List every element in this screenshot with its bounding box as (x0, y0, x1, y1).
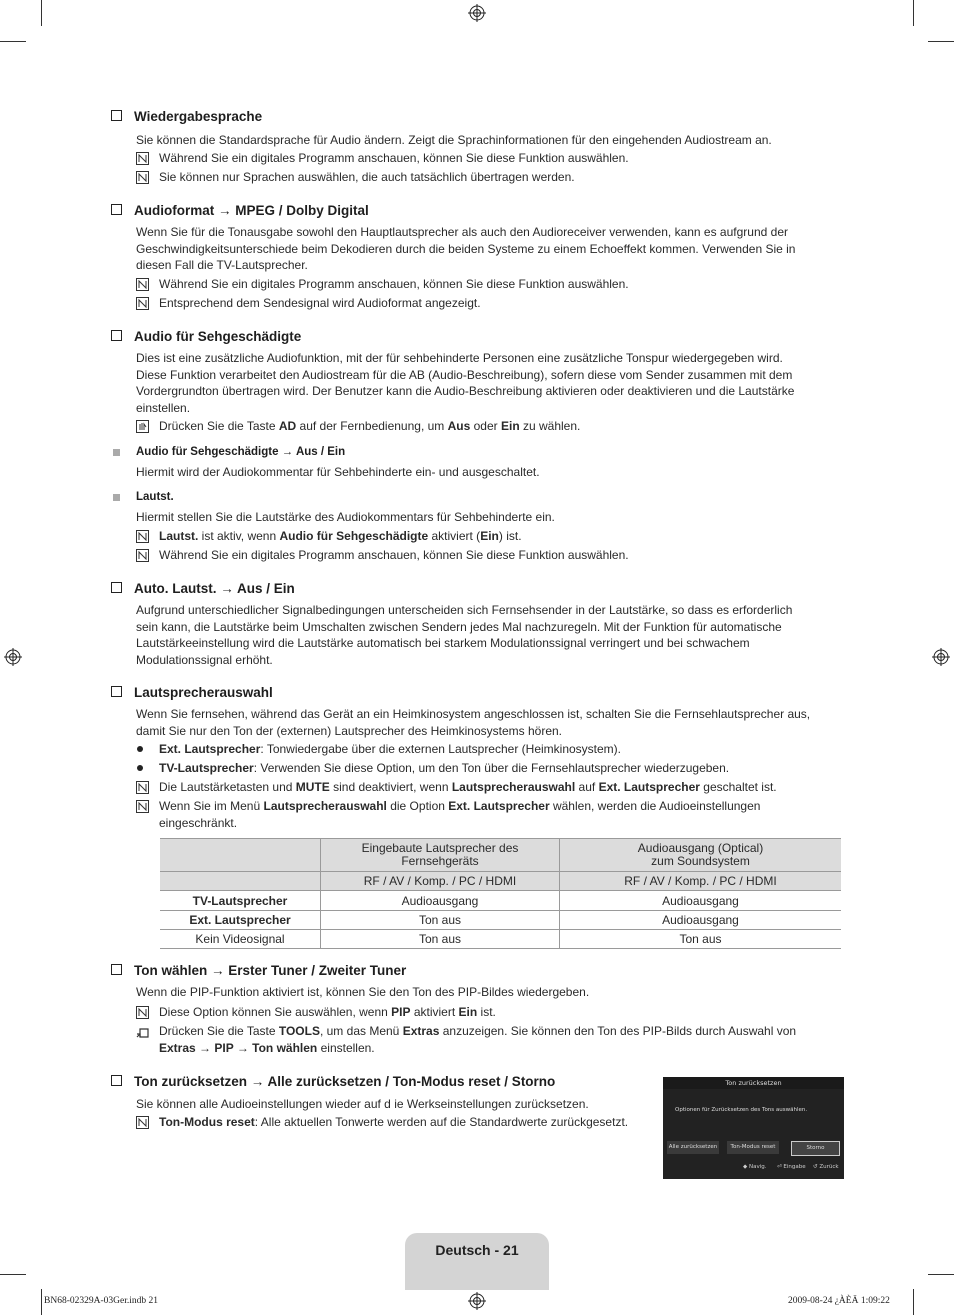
osd-return-hint: ↺ Zurück (813, 1164, 839, 1170)
footer-date: 2009-08-24 ¿ÀÈÄ 1:09:22 (788, 1296, 890, 1306)
paragraph: Dies ist eine zusätzliche Audiofunktion, mit der für sehbehinderte Personen eine zusätzliche Tonspur wiedergegeben wird. Diese Funktion verarbeitet den Audiostream für die AB (Audio-Beschreibung), sofern diese vom Sender zusammen mit dem Vordergrundton übertragen wird. Der Benutzer kann die Audio-Beschreibung aktivieren oder deaktivieren und die Lautstärke einstellen. (136, 351, 795, 415)
checkbox-bullet-icon (111, 686, 122, 697)
note-text: Während Sie ein digitales Programm anschauen, können Sie diese Funktion auswählen. (159, 277, 629, 291)
speaker-table (160, 838, 841, 949)
note-text: Wenn Sie im Menü Lautsprecherauswahl die Option Ext. Lautsprecher wählen, werden die Audioeinstellungen eingeschränkt. (159, 799, 761, 830)
note-text: Die Lautstärketasten und MUTE sind deaktiviert, wenn Lautsprecherauswahl auf Ext. Lautsprecher geschaltet ist. (159, 780, 777, 794)
paragraph: Sie können die Standardsprache für Audio ändern. Zeigt die Sprachinformationen für den eingehenden Audiostream an. (136, 133, 772, 147)
bullet-text: Ext. Lautsprecher: Tonwiedergabe über die externen Lautsprecher (Heimkinosystem). (159, 742, 622, 756)
osd-enter-hint: ⏎ Eingabe (777, 1164, 806, 1170)
table-header-cell: Audioausgang (Optical) zum Soundsystem (560, 839, 842, 872)
section-title-lautsprecherauswahl: Lautsprecherauswahl (111, 685, 273, 700)
crop-mark (913, 0, 914, 26)
remote-hand-icon (136, 420, 149, 433)
paragraph: Wenn Sie für die Tonausgabe sowohl den Hauptlautsprecher als auch den Audioreceiver verwenden, kann es aufgrund der Geschwindigkeitsunterschiede beim Dekodieren durch die beiden Systeme zu einem Echoeffekt kommen. Verwenden Sie in diesen Fall die TV-Lautsprecher. (136, 225, 796, 272)
crop-mark (928, 41, 954, 42)
note-icon (136, 1006, 149, 1019)
subsection-title: Lautst. (136, 491, 174, 503)
note-text: Lautst. ist aktiv, wenn Audio für Sehgeschädigte aktiviert (Ein) ist. (159, 529, 522, 543)
table-row (160, 891, 841, 911)
table-cell: Ton aus (321, 930, 560, 949)
checkbox-bullet-icon (111, 964, 122, 975)
osd-cancel-button[interactable]: Storno (791, 1141, 840, 1156)
osd-title: Ton zurücksetzen (663, 1077, 844, 1089)
table-header-cell: Eingebaute Lautsprecher des Fernsehgeräts (321, 839, 560, 872)
note-icon (136, 800, 149, 813)
registration-mark-icon (4, 648, 22, 666)
osd-reset-all-button[interactable]: Alle zurücksetzen (667, 1141, 719, 1154)
table-cell: RF / AV / Komp. / PC / HDMI (321, 872, 560, 891)
note-text: Sie können nur Sprachen auswählen, die auch tatsächlich übertragen werden. (159, 170, 575, 184)
note-text: Während Sie ein digitales Programm anschauen, können Sie diese Funktion auswählen. (159, 548, 629, 562)
note-text: Während Sie ein digitales Programm anschauen, können Sie diese Funktion auswählen. (159, 151, 629, 165)
section-title-auto-lautst: Auto. Lautst. → Aus / Ein (111, 581, 295, 596)
note-text: Diese Option können Sie auswählen, wenn PIP aktiviert Ein ist. (159, 1005, 496, 1019)
paragraph: Wenn die PIP-Funktion aktiviert ist, können Sie den Ton des PIP-Bildes wiedergeben. (136, 985, 590, 999)
section-title-ton-zuruecksetzen: Ton zurücksetzen → Alle zurücksetzen / Ton-Modus reset / Storno (111, 1074, 555, 1089)
osd-dialog-screenshot (663, 1077, 844, 1179)
paragraph: Sie können alle Audioeinstellungen wieder auf d ie Werkseinstellungen zurücksetzen. (136, 1097, 589, 1111)
section-title-wiedergabesprache: Wiedergabesprache (111, 109, 262, 124)
table-header-row (160, 839, 841, 872)
note-text: Ton-Modus reset: Alle aktuellen Tonwerte werden auf die Standardwerte zurückgesetzt. (159, 1115, 629, 1129)
footer-file-info: BN68-02329A-03Ger.indb 21 (44, 1296, 158, 1306)
table-cell: Kein Videosignal (160, 930, 321, 949)
crop-mark (928, 1274, 954, 1275)
table-subheader-row (160, 872, 841, 891)
note-icon (136, 530, 149, 543)
note-icon (136, 297, 149, 310)
note-icon (136, 152, 149, 165)
note-text: Drücken Sie die Taste AD auf der Fernbedienung, um Aus oder Ein zu wählen. (159, 419, 581, 433)
osd-nav-hint: ◆ Navig. (743, 1164, 767, 1170)
checkbox-bullet-icon (111, 204, 122, 215)
table-row (160, 930, 841, 949)
table-row (160, 911, 841, 930)
subsection-title: Audio für Sehgeschädigte → Aus / Ein (136, 446, 346, 458)
checkbox-bullet-icon (111, 582, 122, 593)
table-cell: TV-Lautsprecher (160, 891, 321, 911)
crop-mark (41, 1289, 42, 1315)
square-bullet-icon (113, 449, 120, 456)
square-bullet-icon (113, 494, 120, 501)
checkbox-bullet-icon (111, 330, 122, 341)
table-cell: RF / AV / Komp. / PC / HDMI (560, 872, 842, 891)
table-cell: Audioausgang (321, 891, 560, 911)
crop-mark (0, 41, 26, 42)
table-cell: Ton aus (321, 911, 560, 930)
page-label: Deutsch - 21 (435, 1242, 519, 1258)
crop-mark (913, 1289, 914, 1315)
checkbox-bullet-icon (111, 110, 122, 121)
paragraph: Hiermit stellen Sie die Lautstärke des Audiokommentars für Sehbehinderte ein. (136, 510, 555, 524)
crop-mark (41, 0, 42, 26)
note-text: Entsprechend dem Sendesignal wird Audioformat angezeigt. (159, 296, 481, 310)
page-number-tab (405, 1233, 549, 1290)
note-icon (136, 278, 149, 291)
osd-sound-mode-reset-button[interactable]: Ton-Modus reset (727, 1141, 779, 1154)
table-cell: Audioausgang (560, 891, 842, 911)
checkbox-bullet-icon (111, 1075, 122, 1086)
table-cell (160, 839, 321, 872)
paragraph: Hiermit wird der Audiokommentar für Sehbehinderte ein- und ausgeschaltet. (136, 465, 540, 479)
bullet-text: TV-Lautsprecher: Verwenden Sie diese Option, um den Ton über die Fernsehlautsprecher wiederzugeben. (159, 761, 730, 775)
note-icon (136, 1116, 149, 1129)
osd-message: Optionen für Zurücksetzen des Tons auswählen. (675, 1107, 808, 1113)
note-icon (136, 549, 149, 562)
bullet-icon (137, 746, 143, 752)
table-cell: Ext. Lautsprecher (160, 911, 321, 930)
section-title-ton-waehlen: Ton wählen → Erster Tuner / Zweiter Tuner (111, 963, 406, 978)
bullet-icon (137, 765, 143, 771)
table-cell: Audioausgang (560, 911, 842, 930)
section-title-audio-sehgeschaedigte: Audio für Sehgeschädigte (111, 329, 301, 344)
tools-icon (136, 1025, 149, 1038)
registration-mark-icon (932, 648, 950, 666)
registration-mark-icon (468, 4, 486, 22)
note-text: Drücken Sie die Taste TOOLS, um das Menü Extras anzuzeigen. Sie können den Ton des PIP-Bilds durch Auswahl von Extras → PIP → Ton wählen einstellen. (159, 1024, 797, 1055)
table-cell (160, 872, 321, 891)
note-icon (136, 781, 149, 794)
table-cell: Ton aus (560, 930, 842, 949)
registration-mark-icon (468, 1292, 486, 1310)
note-icon (136, 171, 149, 184)
paragraph: Aufgrund unterschiedlicher Signalbedingungen unterscheiden sich Fernsehsender in der Lautstärke, so dass es erforderlich sein kann, die Lautstärke beim Umschalten zwischen Sendern jedes Mal nachzuregeln. Mit der Funktion für automatische Lautstärkeeinstellung wird die Lautstärke automatisch bei starkem Modulationssignal verringert und bei schwachem Modulationssignal erhöht. (136, 603, 793, 667)
section-title-audioformat: Audioformat → MPEG / Dolby Digital (111, 203, 369, 218)
crop-mark (0, 1274, 26, 1275)
paragraph: Wenn Sie fernsehen, während das Gerät an ein Heimkinosystem angeschlossen ist, schalten Sie die Fernsehlautsprecher aus, damit Sie nur den Ton der (externen) Lautsprecher des Heimkinosystems hören. (136, 707, 811, 738)
